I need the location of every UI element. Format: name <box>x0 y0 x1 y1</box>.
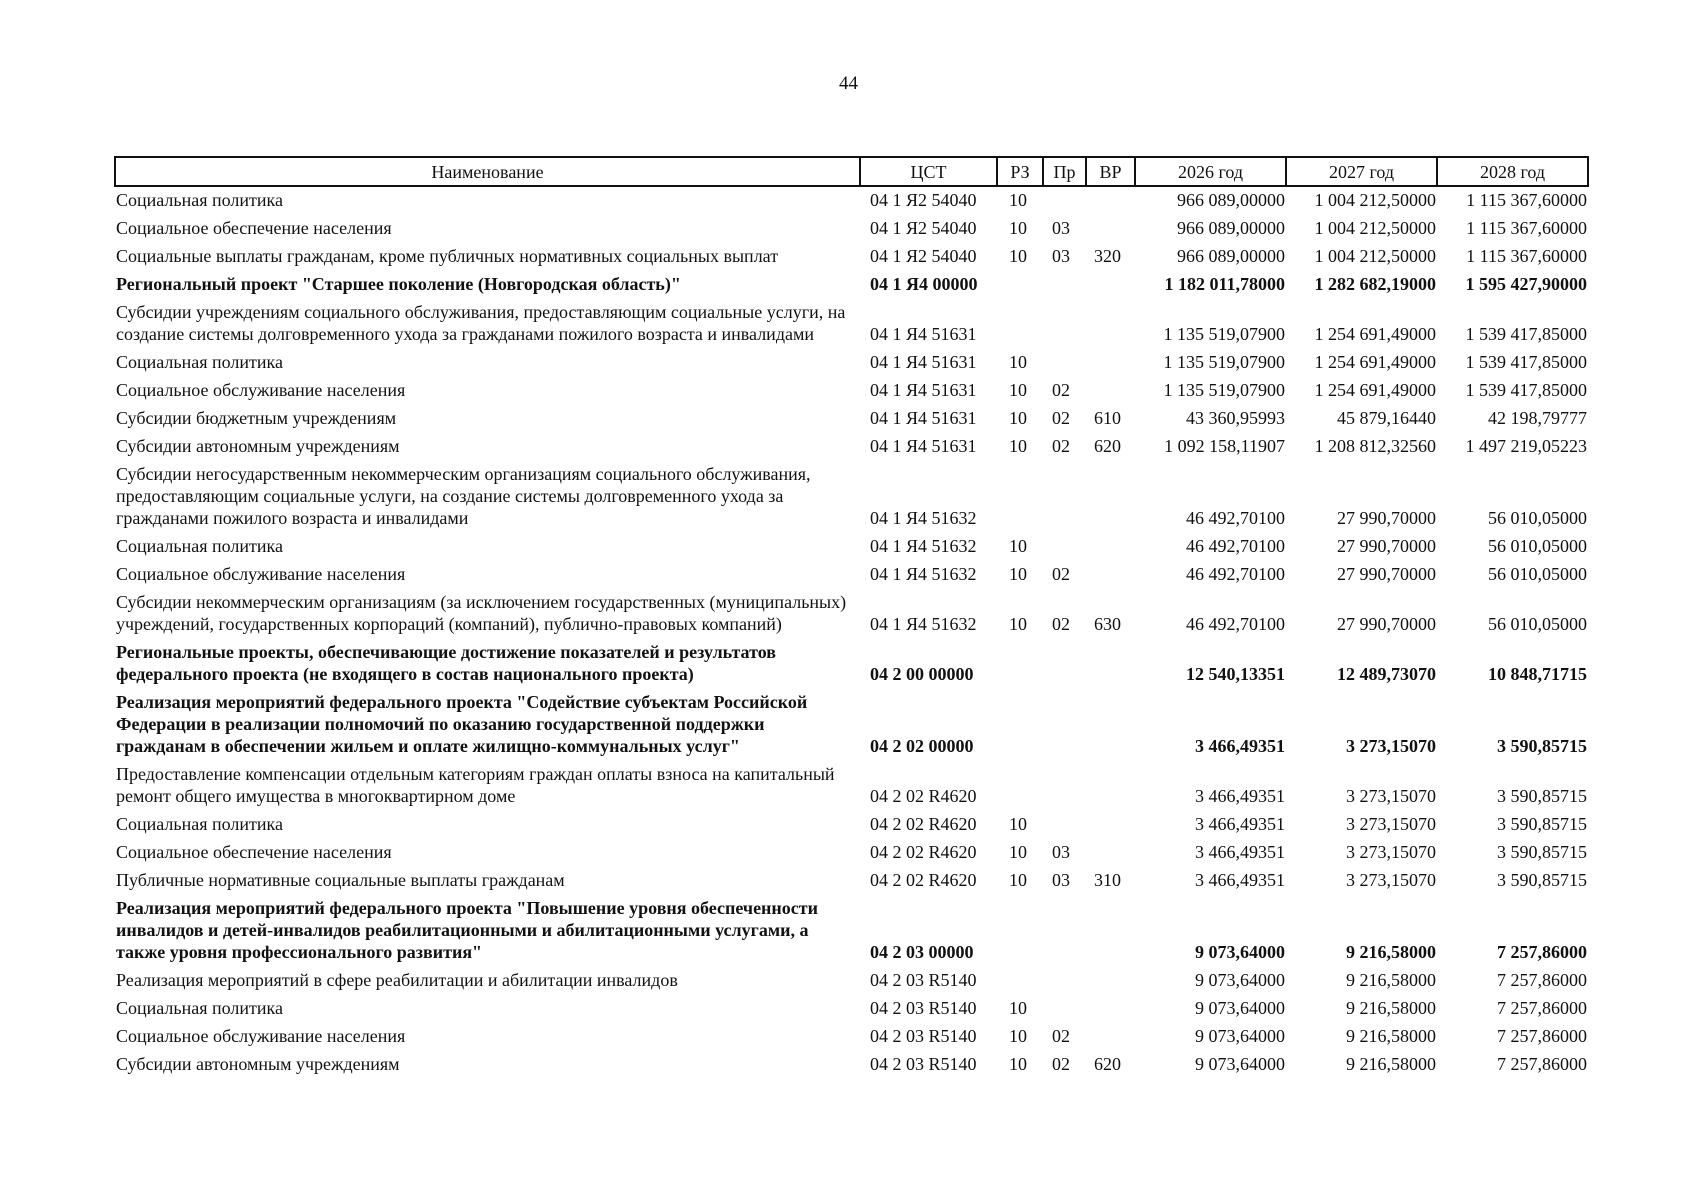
cell-pr <box>1043 967 1086 995</box>
cell-rz: 10 <box>1009 1054 1027 1074</box>
cell-cst: 04 2 02 R4620 <box>870 786 977 806</box>
table-header <box>115 157 1588 186</box>
cell-2028: 56 010,05000 <box>1488 508 1587 528</box>
cell-2026: 9 073,64000 <box>1195 1026 1285 1046</box>
cell-2028: 3 590,85715 <box>1497 870 1587 890</box>
cell-name: Субсидии автономным учреждениям <box>116 1054 400 1074</box>
cell-2026: 1 182 011,78000 <box>1164 274 1285 294</box>
cell-cst: 04 2 03 R5140 <box>870 1026 977 1046</box>
cell-name: Социальная политика <box>116 352 283 372</box>
cell-rz: 10 <box>1009 190 1027 210</box>
cell-2026: 3 466,49351 <box>1195 842 1285 862</box>
cell-2027: 9 216,58000 <box>1346 998 1436 1018</box>
cell-vr <box>1086 271 1135 299</box>
cell-vr <box>1086 299 1135 349</box>
cell-2027: 27 990,70000 <box>1337 614 1436 634</box>
cell-2027: 12 489,73070 <box>1337 664 1436 684</box>
cell-rz: 10 <box>1009 998 1027 1018</box>
cell-vr <box>1086 811 1135 839</box>
table-row <box>115 271 1588 299</box>
table-row <box>115 811 1588 839</box>
cell-2028: 1 115 367,60000 <box>1466 190 1587 210</box>
cell-2026: 9 073,64000 <box>1195 942 1285 962</box>
cell-2027: 1 254 691,49000 <box>1314 380 1436 400</box>
header-2028: 2028 год <box>1437 157 1588 186</box>
cell-2026: 966 089,00000 <box>1177 218 1285 238</box>
header-2027: 2027 год <box>1286 157 1437 186</box>
table-row <box>115 995 1588 1023</box>
cell-rz: 10 <box>1009 536 1027 556</box>
cell-2027: 3 273,15070 <box>1346 814 1436 834</box>
header-vr: ВР <box>1086 157 1135 186</box>
cell-2027: 1 004 212,50000 <box>1314 218 1436 238</box>
table-row <box>115 377 1588 405</box>
cell-2027: 9 216,58000 <box>1346 1054 1436 1074</box>
cell-2026: 3 466,49351 <box>1195 736 1285 756</box>
cell-2027: 1 208 812,32560 <box>1314 436 1436 456</box>
cell-pr <box>1043 349 1086 377</box>
table-row <box>115 299 1588 349</box>
cell-rz: 10 <box>1009 352 1027 372</box>
cell-vr: 620 <box>1094 436 1121 456</box>
cell-pr <box>1043 533 1086 561</box>
page-number: 44 <box>839 73 858 94</box>
cell-rz: 10 <box>1009 814 1027 834</box>
cell-name: Реализация мероприятий федерального проекта "Содействие субъектам Российской Федерации в реализации полномочий по оказанию государственной поддержки гражданам в обеспечении жильем и оплате жилищно-коммунальных услуг" <box>116 692 808 756</box>
budget-table <box>114 156 1589 1079</box>
cell-cst: 04 2 02 R4620 <box>870 870 977 890</box>
header-row <box>115 157 1588 186</box>
cell-2027: 1 254 691,49000 <box>1314 352 1436 372</box>
cell-2028: 1 595 427,90000 <box>1465 274 1587 294</box>
cell-vr <box>1086 349 1135 377</box>
cell-vr <box>1086 561 1135 589</box>
cell-2027: 3 273,15070 <box>1346 736 1436 756</box>
cell-pr <box>1043 639 1086 689</box>
cell-vr: 620 <box>1094 1054 1121 1074</box>
cell-name: Социальная политика <box>116 190 283 210</box>
cell-2026: 3 466,49351 <box>1195 870 1285 890</box>
cell-pr <box>1043 271 1086 299</box>
cell-2026: 46 492,70100 <box>1186 508 1285 528</box>
table-row <box>115 867 1588 895</box>
cell-name: Социальное обслуживание населения <box>116 380 406 400</box>
cell-2026: 966 089,00000 <box>1177 190 1285 210</box>
cell-2026: 1 092 158,11907 <box>1164 436 1285 456</box>
cell-vr: 310 <box>1094 870 1121 890</box>
table-row <box>115 761 1588 811</box>
cell-rz <box>997 895 1043 967</box>
cell-rz <box>997 299 1043 349</box>
cell-pr <box>1043 461 1086 533</box>
cell-vr <box>1086 689 1135 761</box>
cell-2027: 1 282 682,19000 <box>1314 274 1436 294</box>
cell-2026: 1 135 519,07900 <box>1163 380 1285 400</box>
cell-cst: 04 1 Я2 54040 <box>870 218 977 238</box>
header-pr: Пр <box>1043 157 1086 186</box>
cell-2028: 1 539 417,85000 <box>1465 352 1587 372</box>
cell-2027: 3 273,15070 <box>1346 870 1436 890</box>
cell-2028: 1 539 417,85000 <box>1465 324 1587 344</box>
cell-cst: 04 2 02 R4620 <box>870 842 977 862</box>
cell-pr: 03 <box>1052 842 1070 862</box>
cell-name: Субсидии некоммерческим организациям (за исключением государственных (муниципальных) учреждений, государственных корпораций (компаний), публично-правовых компаний) <box>116 592 847 634</box>
cell-name: Социальное обеспечение населения <box>116 842 392 862</box>
cell-cst: 04 1 Я4 51631 <box>870 324 977 344</box>
table-row <box>115 243 1588 271</box>
table-row <box>115 1023 1588 1051</box>
cell-2026: 46 492,70100 <box>1186 614 1285 634</box>
table-row <box>115 895 1588 967</box>
table-row <box>115 349 1588 377</box>
cell-2027: 3 273,15070 <box>1346 842 1436 862</box>
cell-2027: 45 879,16440 <box>1337 408 1436 428</box>
cell-2028: 56 010,05000 <box>1488 564 1587 584</box>
cell-2028: 1 497 219,05223 <box>1465 436 1587 456</box>
cell-vr <box>1086 533 1135 561</box>
cell-pr <box>1043 299 1086 349</box>
table-row <box>115 967 1588 995</box>
cell-2027: 27 990,70000 <box>1337 564 1436 584</box>
header-2026: 2026 год <box>1135 157 1286 186</box>
table-row <box>115 533 1588 561</box>
cell-name: Реализация мероприятий в сфере реабилитации и абилитации инвалидов <box>116 970 678 990</box>
cell-2026: 3 466,49351 <box>1195 786 1285 806</box>
cell-cst: 04 1 Я2 54040 <box>870 190 977 210</box>
cell-cst: 04 2 03 R5140 <box>870 1054 977 1074</box>
cell-2028: 3 590,85715 <box>1497 736 1587 756</box>
cell-rz <box>997 271 1043 299</box>
cell-vr <box>1086 761 1135 811</box>
cell-pr: 02 <box>1052 436 1070 456</box>
cell-vr <box>1086 995 1135 1023</box>
cell-2028: 1 539 417,85000 <box>1465 380 1587 400</box>
cell-2028: 1 115 367,60000 <box>1466 246 1587 266</box>
cell-2028: 10 848,71715 <box>1488 664 1587 684</box>
table-row <box>115 186 1588 215</box>
cell-rz: 10 <box>1009 614 1027 634</box>
cell-cst: 04 2 03 R5140 <box>870 970 977 990</box>
cell-pr <box>1043 811 1086 839</box>
cell-2028: 3 590,85715 <box>1497 814 1587 834</box>
cell-pr: 02 <box>1052 1026 1070 1046</box>
cell-rz <box>997 639 1043 689</box>
cell-pr: 03 <box>1052 870 1070 890</box>
cell-2027: 9 216,58000 <box>1346 942 1436 962</box>
cell-cst: 04 1 Я4 51631 <box>870 380 977 400</box>
cell-vr <box>1086 377 1135 405</box>
table-row <box>115 433 1588 461</box>
cell-2026: 3 466,49351 <box>1195 814 1285 834</box>
cell-vr <box>1086 639 1135 689</box>
cell-rz <box>997 761 1043 811</box>
cell-cst: 04 1 Я4 51632 <box>870 564 977 584</box>
cell-rz: 10 <box>1009 1026 1027 1046</box>
cell-2027: 1 004 212,50000 <box>1314 246 1436 266</box>
cell-cst: 04 2 00 00000 <box>870 664 974 684</box>
cell-2027: 9 216,58000 <box>1346 970 1436 990</box>
cell-pr <box>1043 186 1086 215</box>
cell-pr: 02 <box>1052 1054 1070 1074</box>
cell-2026: 1 135 519,07900 <box>1163 324 1285 344</box>
cell-name: Социальное обеспечение населения <box>116 218 392 238</box>
cell-pr: 02 <box>1052 408 1070 428</box>
cell-2026: 43 360,95993 <box>1186 408 1285 428</box>
cell-vr <box>1086 1023 1135 1051</box>
cell-name: Социальные выплаты гражданам, кроме публичных нормативных социальных выплат <box>116 246 779 266</box>
cell-2028: 7 257,86000 <box>1497 1054 1587 1074</box>
cell-name: Реализация мероприятий федерального проекта "Повышение уровня обеспеченности инвалидов и детей-инвалидов реабилитационными и абилитационными услугами, а также уровня профессионального развития" <box>116 898 818 962</box>
cell-2028: 1 115 367,60000 <box>1466 218 1587 238</box>
cell-2026: 1 135 519,07900 <box>1163 352 1285 372</box>
cell-rz: 10 <box>1009 246 1027 266</box>
table-row <box>115 561 1588 589</box>
header-name: Наименование <box>115 157 860 186</box>
cell-cst: 04 1 Я4 00000 <box>870 274 978 294</box>
cell-name: Социальное обслуживание населения <box>116 564 406 584</box>
cell-rz: 10 <box>1009 842 1027 862</box>
cell-2026: 9 073,64000 <box>1195 970 1285 990</box>
cell-rz <box>997 689 1043 761</box>
cell-cst: 04 1 Я4 51632 <box>870 614 977 634</box>
cell-cst: 04 2 02 R4620 <box>870 814 977 834</box>
cell-name: Социальная политика <box>116 536 283 556</box>
cell-2028: 7 257,86000 <box>1497 1026 1587 1046</box>
table-row <box>115 839 1588 867</box>
cell-name: Предоставление компенсации отдельным категориям граждан оплаты взноса на капитальный ремонт общего имущества в многоквартирном доме <box>116 764 835 806</box>
table-row <box>115 215 1588 243</box>
cell-2027: 27 990,70000 <box>1337 536 1436 556</box>
cell-pr <box>1043 761 1086 811</box>
cell-vr <box>1086 967 1135 995</box>
cell-2028: 56 010,05000 <box>1488 614 1587 634</box>
cell-vr <box>1086 461 1135 533</box>
cell-name: Региональный проект "Старшее поколение (Новгородская область)" <box>116 274 681 294</box>
cell-cst: 04 1 Я4 51632 <box>870 508 977 528</box>
cell-2026: 966 089,00000 <box>1177 246 1285 266</box>
cell-pr: 02 <box>1052 564 1070 584</box>
cell-cst: 04 1 Я4 51632 <box>870 536 977 556</box>
cell-vr: 610 <box>1094 408 1121 428</box>
cell-rz: 10 <box>1009 380 1027 400</box>
cell-rz: 10 <box>1009 436 1027 456</box>
cell-cst: 04 2 02 00000 <box>870 736 974 756</box>
cell-name: Субсидии учреждениям социального обслуживания, предоставляющим социальные услуги, на создание системы долговременного ухода за гражданами пожилого возраста и инвалидами <box>116 302 846 344</box>
cell-2028: 3 590,85715 <box>1497 842 1587 862</box>
cell-2028: 3 590,85715 <box>1497 786 1587 806</box>
cell-rz: 10 <box>1009 408 1027 428</box>
cell-cst: 04 1 Я4 51631 <box>870 408 977 428</box>
cell-vr <box>1086 839 1135 867</box>
cell-2028: 7 257,86000 <box>1497 970 1587 990</box>
cell-vr <box>1086 215 1135 243</box>
cell-2026: 12 540,13351 <box>1186 664 1285 684</box>
cell-pr: 03 <box>1052 246 1070 266</box>
header-cst: ЦСТ <box>860 157 997 186</box>
cell-cst: 04 1 Я4 51631 <box>870 352 977 372</box>
cell-2028: 7 257,86000 <box>1497 942 1587 962</box>
cell-2027: 1 254 691,49000 <box>1314 324 1436 344</box>
table-row <box>115 589 1588 639</box>
cell-2027: 9 216,58000 <box>1346 1026 1436 1046</box>
cell-pr: 03 <box>1052 218 1070 238</box>
cell-2027: 1 004 212,50000 <box>1314 190 1436 210</box>
cell-2026: 46 492,70100 <box>1186 536 1285 556</box>
table-body <box>115 186 1588 1079</box>
cell-rz: 10 <box>1009 870 1027 890</box>
cell-pr: 02 <box>1052 380 1070 400</box>
cell-name: Социальная политика <box>116 814 283 834</box>
cell-2026: 46 492,70100 <box>1186 564 1285 584</box>
cell-2028: 42 198,79777 <box>1488 408 1587 428</box>
cell-vr <box>1086 895 1135 967</box>
cell-rz: 10 <box>1009 218 1027 238</box>
cell-2027: 27 990,70000 <box>1337 508 1436 528</box>
cell-pr <box>1043 995 1086 1023</box>
cell-2028: 7 257,86000 <box>1497 998 1587 1018</box>
table-row <box>115 461 1588 533</box>
cell-cst: 04 2 03 00000 <box>870 942 974 962</box>
table-row <box>115 1051 1588 1079</box>
cell-name: Субсидии бюджетным учреждениям <box>116 408 397 428</box>
cell-2026: 9 073,64000 <box>1195 1054 1285 1074</box>
cell-name: Социальная политика <box>116 998 283 1018</box>
cell-pr <box>1043 895 1086 967</box>
cell-cst: 04 1 Я2 54040 <box>870 246 977 266</box>
table-row <box>115 689 1588 761</box>
cell-name: Региональные проекты, обеспечивающие достижение показателей и результатов федерального проекта (не входящего в состав национального проекта) <box>116 642 776 684</box>
cell-cst: 04 2 03 R5140 <box>870 998 977 1018</box>
cell-name: Социальное обслуживание населения <box>116 1026 406 1046</box>
cell-name: Публичные нормативные социальные выплаты гражданам <box>116 870 565 890</box>
table-row <box>115 639 1588 689</box>
cell-rz: 10 <box>1009 564 1027 584</box>
cell-name: Субсидии негосударственным некоммерческим организациям социального обслуживания, предоставляющим социальные услуги, на создание системы долговременного ухода за гражданами пожилого возраста и инвалидами <box>116 464 811 528</box>
cell-2027: 3 273,15070 <box>1346 786 1436 806</box>
header-rz: РЗ <box>997 157 1043 186</box>
cell-vr: 320 <box>1094 246 1121 266</box>
cell-vr: 630 <box>1094 614 1121 634</box>
table-row <box>115 405 1588 433</box>
cell-rz <box>997 967 1043 995</box>
cell-rz <box>997 461 1043 533</box>
cell-name: Субсидии автономным учреждениям <box>116 436 400 456</box>
cell-pr: 02 <box>1052 614 1070 634</box>
cell-pr <box>1043 689 1086 761</box>
cell-vr <box>1086 186 1135 215</box>
cell-2026: 9 073,64000 <box>1195 998 1285 1018</box>
cell-cst: 04 1 Я4 51631 <box>870 436 977 456</box>
cell-2028: 56 010,05000 <box>1488 536 1587 556</box>
